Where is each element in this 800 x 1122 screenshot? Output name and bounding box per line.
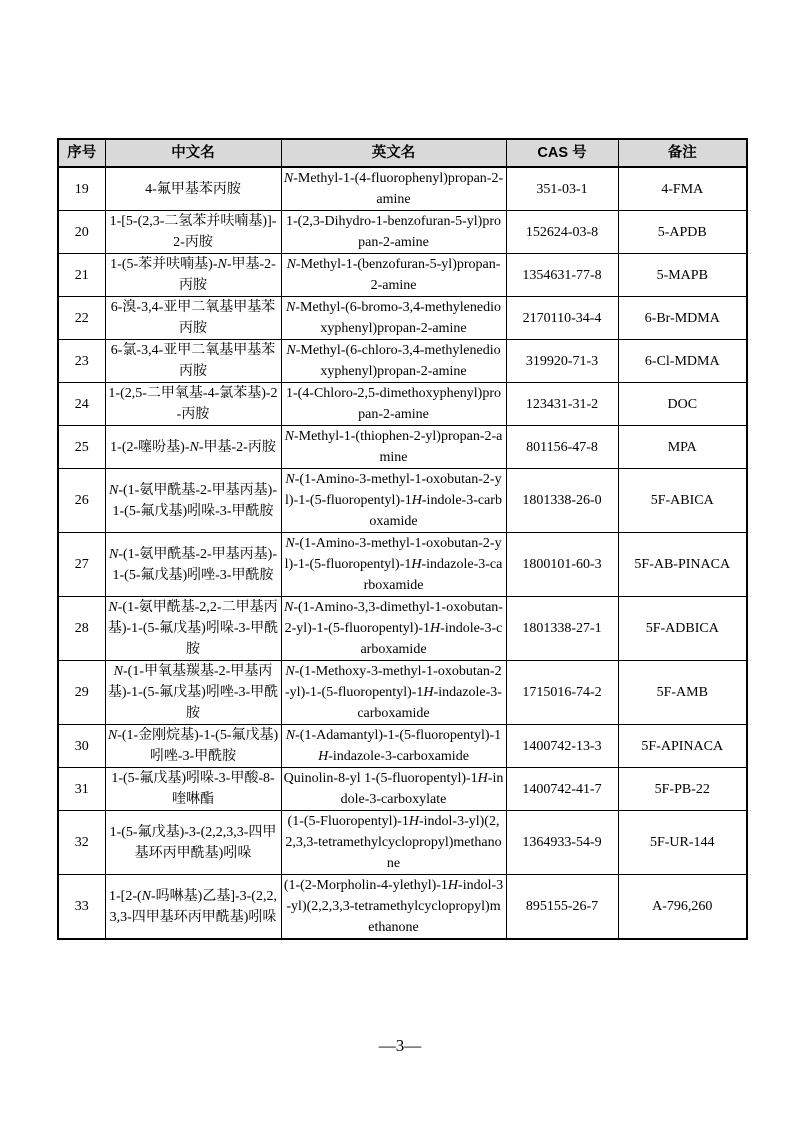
cell-chinese-name: N-(1-甲氧基羰基-2-甲基丙基)-1-(5-氟戊基)吲唑-3-甲酰胺 xyxy=(105,661,281,725)
cell-english-name: N-Methyl-(6-bromo-3,4-methylenedioxyphenyl)propan-2-amine xyxy=(281,297,506,340)
cell-remark: 6-Br-MDMA xyxy=(618,297,747,340)
cell-cas-number: 1800101-60-3 xyxy=(506,533,618,597)
cell-index: 20 xyxy=(58,211,105,254)
cell-cas-number: 895155-26-7 xyxy=(506,875,618,940)
cell-english-name: Quinolin-8-yl 1-(5-fluoropentyl)-1H-indole-3-carboxylate xyxy=(281,768,506,811)
table-row xyxy=(58,597,747,661)
cell-chinese-name: 1-(2-噻吩基)-N-甲基-2-丙胺 xyxy=(105,426,281,469)
cell-index: 26 xyxy=(58,469,105,533)
cell-cas-number: 1400742-41-7 xyxy=(506,768,618,811)
cell-chinese-name: N-(1-氨甲酰基-2-甲基丙基)-1-(5-氟戊基)吲唑-3-甲酰胺 xyxy=(105,533,281,597)
cell-cas-number: 1801338-26-0 xyxy=(506,469,618,533)
cell-cas-number: 351-03-1 xyxy=(506,167,618,211)
cell-index: 19 xyxy=(58,167,105,211)
table-header-row xyxy=(58,139,747,167)
cell-cas-number: 801156-47-8 xyxy=(506,426,618,469)
cell-english-name: (1-(5-Fluoropentyl)-1H-indol-3-yl)(2,2,3,3-tetramethylcyclopropyl)methanone xyxy=(281,811,506,875)
cell-cas-number: 1354631-77-8 xyxy=(506,254,618,297)
cell-index: 28 xyxy=(58,597,105,661)
cell-index: 25 xyxy=(58,426,105,469)
cell-index: 33 xyxy=(58,875,105,940)
cell-english-name: (1-(2-Morpholin-4-ylethyl)-1H-indol-3-yl)(2,2,3,3-tetramethylcyclopropyl)methanone xyxy=(281,875,506,940)
cell-remark: DOC xyxy=(618,383,747,426)
cell-english-name: N-Methyl-1-(benzofuran-5-yl)propan-2-amine xyxy=(281,254,506,297)
cell-chinese-name: 1-(2,5-二甲氧基-4-氯苯基)-2-丙胺 xyxy=(105,383,281,426)
cell-remark: 6-Cl-MDMA xyxy=(618,340,747,383)
cell-chinese-name: N-(1-氨甲酰基-2,2-二甲基丙基)-1-(5-氟戊基)吲哚-3-甲酰胺 xyxy=(105,597,281,661)
cell-english-name: N-Methyl-1-(thiophen-2-yl)propan-2-amine xyxy=(281,426,506,469)
cell-remark: 5F-ABICA xyxy=(618,469,747,533)
cell-index: 29 xyxy=(58,661,105,725)
cell-index: 27 xyxy=(58,533,105,597)
table-row xyxy=(58,875,747,940)
cell-cas-number: 1715016-74-2 xyxy=(506,661,618,725)
cell-remark: 5F-PB-22 xyxy=(618,768,747,811)
cell-cas-number: 1364933-54-9 xyxy=(506,811,618,875)
table-row xyxy=(58,811,747,875)
cell-index: 22 xyxy=(58,297,105,340)
cell-remark: 5F-AB-PINACA xyxy=(618,533,747,597)
cell-remark: 5-APDB xyxy=(618,211,747,254)
cell-remark: 5F-UR-144 xyxy=(618,811,747,875)
cell-english-name: 1-(2,3-Dihydro-1-benzofuran-5-yl)propan-2-amine xyxy=(281,211,506,254)
table-row xyxy=(58,167,747,211)
cell-remark: 5F-ADBICA xyxy=(618,597,747,661)
cell-english-name: N-(1-Adamantyl)-1-(5-fluoropentyl)-1H-indazole-3-carboxamide xyxy=(281,725,506,768)
cell-english-name: N-Methyl-(6-chloro-3,4-methylenedioxyphenyl)propan-2-amine xyxy=(281,340,506,383)
cell-chinese-name: 6-氯-3,4-亚甲二氧基甲基苯丙胺 xyxy=(105,340,281,383)
cell-index: 30 xyxy=(58,725,105,768)
column-header-remark: 备注 xyxy=(618,139,747,167)
table-row xyxy=(58,297,747,340)
cell-remark: MPA xyxy=(618,426,747,469)
cell-cas-number: 2170110-34-4 xyxy=(506,297,618,340)
column-header-english-name: 英文名 xyxy=(281,139,506,167)
cell-cas-number: 152624-03-8 xyxy=(506,211,618,254)
cell-cas-number: 319920-71-3 xyxy=(506,340,618,383)
column-header-chinese-name: 中文名 xyxy=(105,139,281,167)
cell-chinese-name: 1-(5-氟戊基)吲哚-3-甲酸-8-喹啉酯 xyxy=(105,768,281,811)
cell-english-name: N-(1-Methoxy-3-methyl-1-oxobutan-2-yl)-1-(5-fluoropentyl)-1H-indazole-3-carboxamide xyxy=(281,661,506,725)
cell-index: 32 xyxy=(58,811,105,875)
table-row xyxy=(58,725,747,768)
cell-english-name: N-(1-Amino-3,3-dimethyl-1-oxobutan-2-yl)-1-(5-fluoropentyl)-1H-indole-3-carboxamide xyxy=(281,597,506,661)
table-body xyxy=(58,167,747,939)
table-row xyxy=(58,254,747,297)
cell-chinese-name: N-(1-氨甲酰基-2-甲基丙基)-1-(5-氟戊基)吲哚-3-甲酰胺 xyxy=(105,469,281,533)
column-header-cas-number: CAS 号 xyxy=(506,139,618,167)
cell-index: 24 xyxy=(58,383,105,426)
cell-cas-number: 123431-31-2 xyxy=(506,383,618,426)
page-number: —3— xyxy=(378,1036,422,1055)
cell-chinese-name: N-(1-金刚烷基)-1-(5-氟戊基)吲唑-3-甲酰胺 xyxy=(105,725,281,768)
cell-remark: 5F-AMB xyxy=(618,661,747,725)
table-row xyxy=(58,768,747,811)
cell-chinese-name: 1-(5-苯并呋喃基)-N-甲基-2-丙胺 xyxy=(105,254,281,297)
cell-chinese-name: 1-[2-(N-吗啉基)乙基]-3-(2,2,3,3-四甲基环丙甲酰基)吲哚 xyxy=(105,875,281,940)
cell-remark: 4-FMA xyxy=(618,167,747,211)
cell-index: 23 xyxy=(58,340,105,383)
table-row xyxy=(58,469,747,533)
table-row xyxy=(58,426,747,469)
cell-remark: 5-MAPB xyxy=(618,254,747,297)
cell-english-name: N-(1-Amino-3-methyl-1-oxobutan-2-yl)-1-(5-fluoropentyl)-1H-indazole-3-carboxamide xyxy=(281,533,506,597)
column-header-index: 序号 xyxy=(58,139,105,167)
cell-chinese-name: 6-溴-3,4-亚甲二氧基甲基苯丙胺 xyxy=(105,297,281,340)
table-row xyxy=(58,383,747,426)
cell-cas-number: 1400742-13-3 xyxy=(506,725,618,768)
cell-chinese-name: 4-氟甲基苯丙胺 xyxy=(105,167,281,211)
table-row xyxy=(58,533,747,597)
cell-chinese-name: 1-[5-(2,3-二氢苯并呋喃基)]-2-丙胺 xyxy=(105,211,281,254)
table-row xyxy=(58,211,747,254)
table-row xyxy=(58,340,747,383)
cell-chinese-name: 1-(5-氟戊基)-3-(2,2,3,3-四甲基环丙甲酰基)吲哚 xyxy=(105,811,281,875)
cell-index: 21 xyxy=(58,254,105,297)
cell-remark: 5F-APINACA xyxy=(618,725,747,768)
cell-english-name: 1-(4-Chloro-2,5-dimethoxyphenyl)propan-2-amine xyxy=(281,383,506,426)
cell-index: 31 xyxy=(58,768,105,811)
table-row xyxy=(58,661,747,725)
cell-cas-number: 1801338-27-1 xyxy=(506,597,618,661)
cell-remark: A-796,260 xyxy=(618,875,747,940)
substances-table xyxy=(57,138,748,940)
cell-english-name: N-Methyl-1-(4-fluorophenyl)propan-2-amine xyxy=(281,167,506,211)
cell-english-name: N-(1-Amino-3-methyl-1-oxobutan-2-yl)-1-(5-fluoropentyl)-1H-indole-3-carboxamide xyxy=(281,469,506,533)
